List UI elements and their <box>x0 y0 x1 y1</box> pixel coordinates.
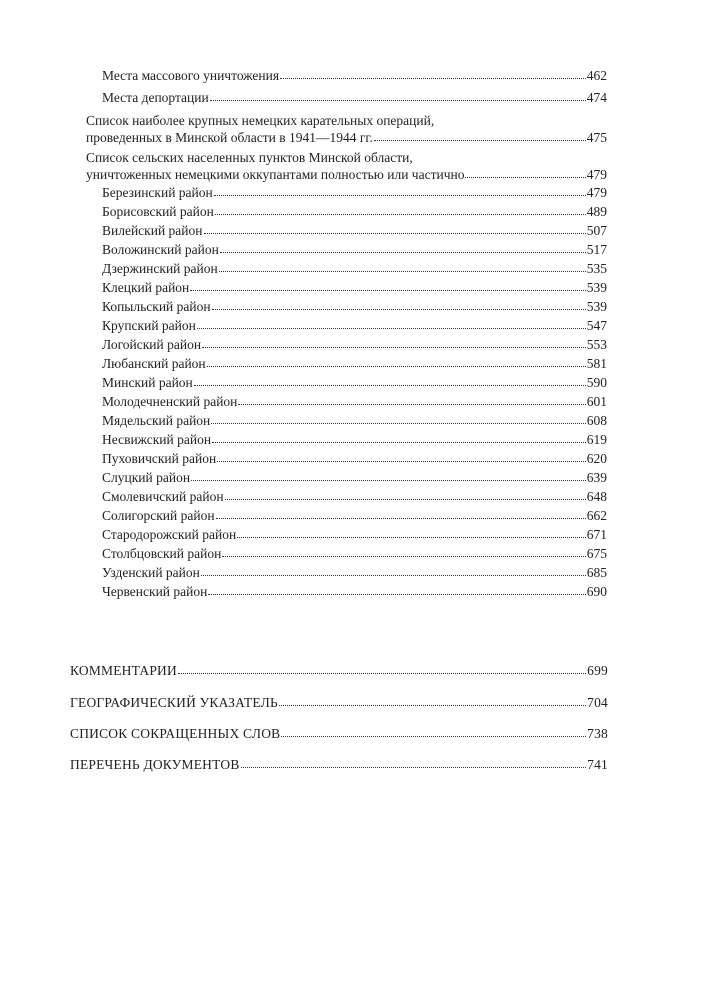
toc-entry-page: 648 <box>586 489 607 504</box>
toc-entry-page: 619 <box>586 432 607 447</box>
dot-leader <box>280 78 586 79</box>
toc-entry-title: Места депортации <box>102 90 209 105</box>
toc-entry-district[interactable] <box>102 430 607 449</box>
dot-leader <box>190 290 585 291</box>
toc-entry-district[interactable] <box>102 183 607 202</box>
toc-entry-page: 601 <box>586 394 607 409</box>
toc-section-geographic-index[interactable] <box>70 693 608 712</box>
dot-leader <box>214 195 586 196</box>
toc-section-title: КОММЕНТАРИИ <box>70 663 177 678</box>
toc-section-page: 704 <box>587 695 608 710</box>
toc-section-page: 741 <box>587 757 608 772</box>
toc-entry-district[interactable] <box>102 468 607 487</box>
toc-section-title: СПИСОК СОКРАЩЕННЫХ СЛОВ <box>70 726 281 741</box>
toc-entry-destroyed-villages[interactable] <box>86 149 607 183</box>
toc-entry-title: Молодечненский район <box>102 394 238 409</box>
toc-entry-title: Вилейский район <box>102 223 203 238</box>
toc-entry-district[interactable] <box>102 544 607 563</box>
toc-entry-district[interactable] <box>102 411 607 430</box>
toc-entry-title: Копыльский район <box>102 299 211 314</box>
toc-entry-page: 539 <box>586 299 607 314</box>
dot-leader <box>207 366 586 367</box>
toc-entry-page: 479 <box>586 185 607 200</box>
toc-entry-title: Слуцкий район <box>102 470 191 485</box>
toc-entry-district[interactable] <box>102 259 607 278</box>
dot-leader <box>465 177 585 178</box>
dot-leader <box>219 271 586 272</box>
dot-leader <box>238 404 585 405</box>
toc-entry-district[interactable] <box>102 240 607 259</box>
dot-leader <box>281 736 586 737</box>
toc-entry-page: 474 <box>586 90 607 105</box>
dot-leader <box>211 423 585 424</box>
toc-entry-district[interactable] <box>102 449 607 468</box>
dot-leader <box>197 328 586 329</box>
dot-leader <box>237 537 586 538</box>
toc-entry-title: Любанский район <box>102 356 206 371</box>
toc-entry-title: Места массового уничтожения <box>102 68 280 83</box>
toc-entry-page: 620 <box>586 451 607 466</box>
toc-entry-title-line1: Список наиболее крупных немецких карательных операций, <box>86 113 435 128</box>
toc-section-title: ГЕОГРАФИЧЕСКИЙ УКАЗАТЕЛЬ <box>70 695 278 710</box>
toc-entry-title: Борисовский район <box>102 204 214 219</box>
toc-entry-page: 535 <box>586 261 607 276</box>
dot-leader <box>208 594 585 595</box>
toc-entry-title: Солигорский район <box>102 508 215 523</box>
toc-entry-district[interactable] <box>102 582 607 601</box>
toc-entry-title: Дзержинский район <box>102 261 218 276</box>
dot-leader <box>194 385 586 386</box>
toc-entry-page: 517 <box>586 242 607 257</box>
toc-entry-district[interactable] <box>102 373 607 392</box>
toc-entry-title: Мядельский район <box>102 413 211 428</box>
dot-leader <box>222 556 585 557</box>
dot-leader <box>191 480 586 481</box>
dot-leader <box>279 705 586 706</box>
toc-entry-page: 489 <box>586 204 607 219</box>
toc-entry-mass-extermination[interactable] <box>102 66 607 85</box>
toc-entry-title-line1: Список сельских населенных пунктов Минской области, <box>86 150 413 165</box>
dot-leader <box>178 673 586 674</box>
toc-entry-district[interactable] <box>102 278 607 297</box>
toc-entry-title: Несвижский район <box>102 432 212 447</box>
toc-entry-title: Логойский район <box>102 337 202 352</box>
dot-leader <box>212 442 586 443</box>
dot-leader <box>202 347 586 348</box>
toc-entry-district[interactable] <box>102 506 607 525</box>
toc-entry-title: Смолевичский район <box>102 489 224 504</box>
toc-entry-title: Березинский район <box>102 185 213 200</box>
dot-leader <box>374 140 586 141</box>
toc-section-abbreviations[interactable] <box>70 724 608 743</box>
toc-entry-page: 462 <box>586 68 607 83</box>
toc-entry-title: Пуховичский район <box>102 451 217 466</box>
toc-entry-page: 475 <box>586 130 607 145</box>
toc-entry-page: 608 <box>586 413 607 428</box>
toc-entry-district[interactable] <box>102 297 607 316</box>
dot-leader <box>225 499 586 500</box>
dot-leader <box>217 461 586 462</box>
toc-entry-page: 479 <box>586 167 607 182</box>
dot-leader <box>204 233 586 234</box>
toc-entry-page: 507 <box>586 223 607 238</box>
toc-entry-title: Минский район <box>102 375 193 390</box>
toc-entry-deportation[interactable] <box>102 88 607 107</box>
toc-section-page: 699 <box>587 663 608 678</box>
dot-leader <box>201 575 586 576</box>
toc-entry-title: Червенский район <box>102 584 208 599</box>
toc-section-comments[interactable] <box>70 661 608 680</box>
toc-entry-page: 675 <box>586 546 607 561</box>
toc-entry-page: 690 <box>586 584 607 599</box>
toc-entry-title: Стародорожский район <box>102 527 237 542</box>
toc-entry-title: Узденский район <box>102 565 200 580</box>
toc-entry-title: Столбцовский район <box>102 546 222 561</box>
dot-leader <box>241 767 587 768</box>
toc-entry-district[interactable] <box>102 392 607 411</box>
toc-entry-district[interactable] <box>102 563 607 582</box>
toc-section-documents-list[interactable] <box>70 755 608 774</box>
toc-entry-district[interactable] <box>102 487 607 506</box>
toc-entry-page: 539 <box>586 280 607 295</box>
toc-entry-page: 685 <box>586 565 607 580</box>
toc-entry-district[interactable] <box>102 354 607 373</box>
dot-leader <box>216 518 586 519</box>
toc-entry-district[interactable] <box>102 335 607 354</box>
toc-section-title: ПЕРЕЧЕНЬ ДОКУМЕНТОВ <box>70 757 240 772</box>
dot-leader <box>215 214 586 215</box>
toc-entry-page: 671 <box>586 527 607 542</box>
toc-entry-district[interactable] <box>102 316 607 335</box>
toc-entry-title-line2: проведенных в Минской области в 1941—1944 гг. <box>86 130 373 145</box>
toc-entry-title: Воложинский район <box>102 242 219 257</box>
toc-entry-district[interactable] <box>102 202 607 221</box>
toc-entry-page: 662 <box>586 508 607 523</box>
toc-entry-page: 547 <box>586 318 607 333</box>
dot-leader <box>220 252 586 253</box>
toc-entry-page: 639 <box>586 470 607 485</box>
toc-entry-page: 590 <box>586 375 607 390</box>
toc-entry-punitive-operations[interactable] <box>86 112 607 146</box>
toc-section-page: 738 <box>587 726 608 741</box>
dot-leader <box>212 309 586 310</box>
toc-entry-page: 581 <box>586 356 607 371</box>
toc-entry-page: 553 <box>586 337 607 352</box>
toc-entry-district[interactable] <box>102 221 607 240</box>
toc-entry-title: Крупский район <box>102 318 196 333</box>
toc-entry-title: Клецкий район <box>102 280 190 295</box>
dot-leader <box>210 100 586 101</box>
toc-entry-title-line2: уничтоженных немецкими оккупантами полностью или частично <box>86 167 465 182</box>
toc-entry-district[interactable] <box>102 525 607 544</box>
